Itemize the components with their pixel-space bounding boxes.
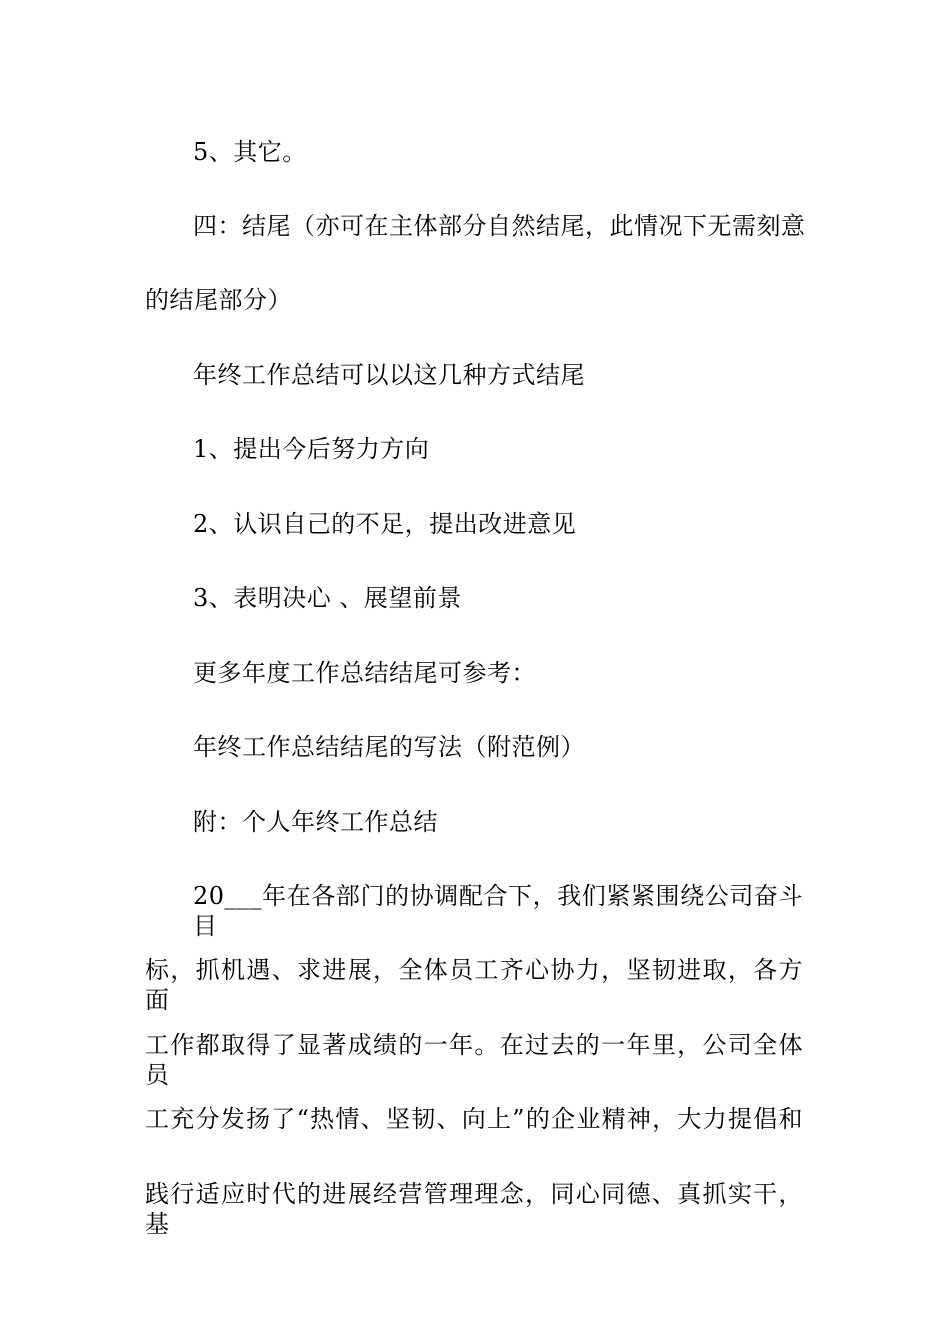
section-heading-ending-continued: 的结尾部分） [145,286,292,314]
body-text-line: 践行适应时代的进展经营管理理念，同心同德、真抓实干，基 [145,1180,803,1238]
appendix-title: 附：个人年终工作总结 [193,808,438,836]
section-heading-ending: 四：结尾（亦可在主体部分自然结尾，此情况下无需刻意 [193,212,806,240]
body-text-line: 标，抓机遇、求进展，全体员工齐心协力，坚韧进取，各方面 [145,956,803,1014]
reference-note: 更多年度工作总结结尾可参考： [193,659,536,687]
body-text-line: 工充分发扬了“热情、坚韧、向上”的企业精神，大力提倡和 [145,1105,803,1133]
list-item-2: 2、认识自己的不足，提出改进意见 [193,510,577,538]
reference-title: 年终工作总结结尾的写法（附范例） [193,733,585,761]
body-text-line: 20___年在各部门的协调配合下，我们紧紧围绕公司奋斗目 [193,882,803,940]
list-item-1: 1、提出今后努力方向 [193,435,430,463]
list-item-3: 3、表明决心 、展望前景 [193,584,462,612]
paragraph-ending-methods: 年终工作总结可以以这几种方式结尾 [193,361,585,389]
list-item-other: 5、其它。 [193,138,307,166]
body-text-line: 工作都取得了显著成绩的一年。在过去的一年里，公司全体员 [145,1031,803,1089]
